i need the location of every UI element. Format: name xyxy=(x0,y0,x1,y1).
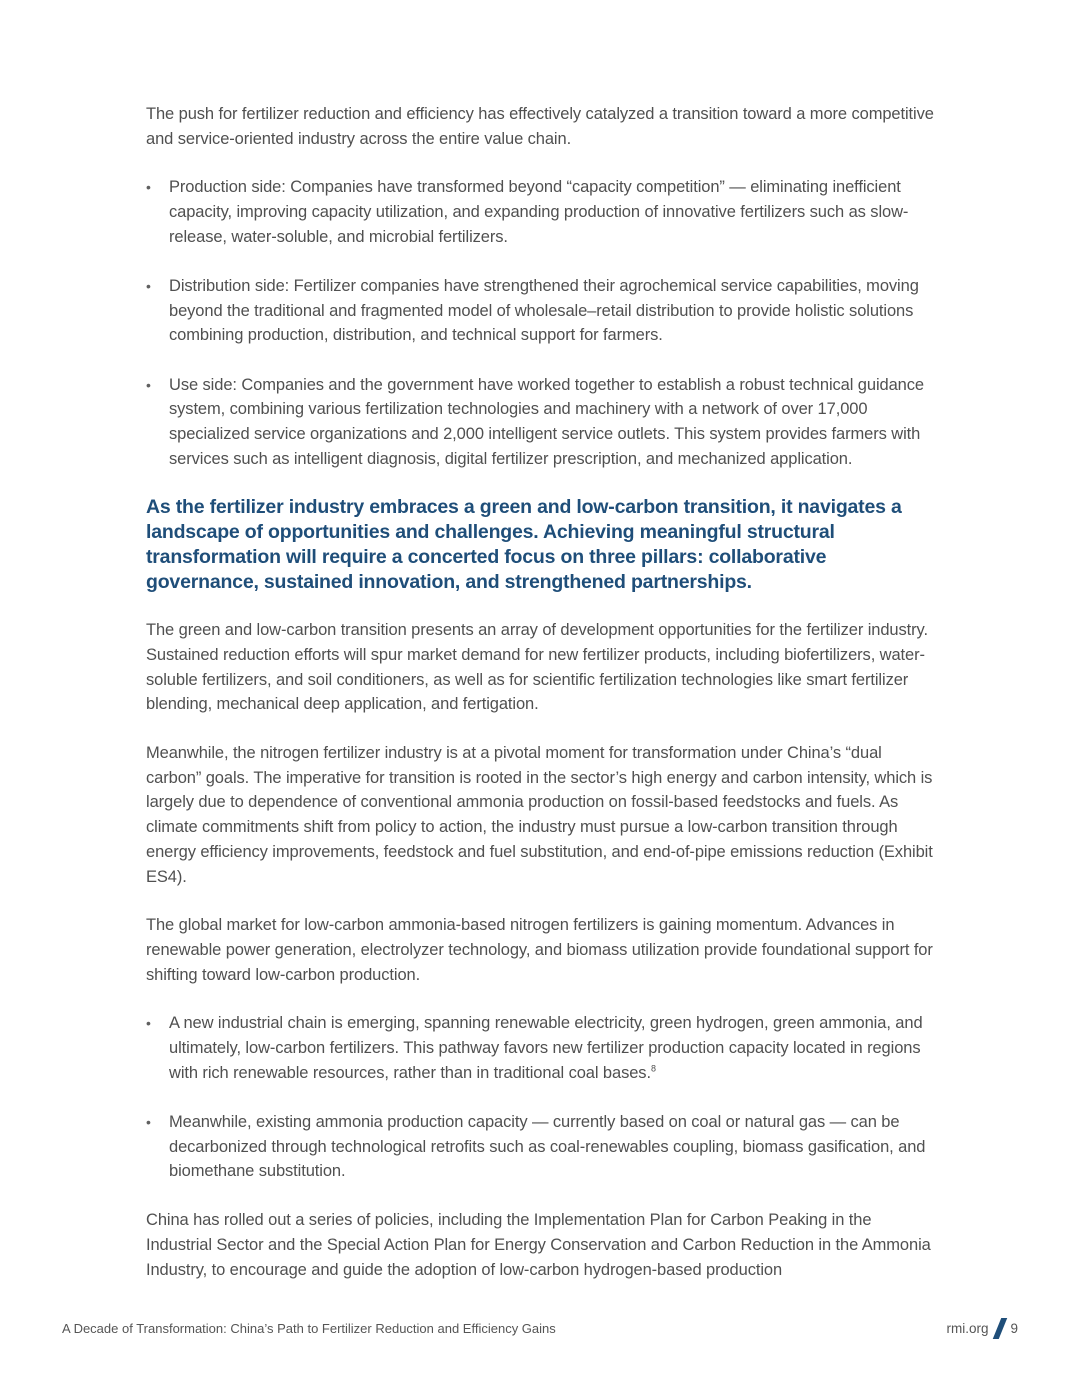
footer-title: A Decade of Transformation: China’s Path to Fertilizer Reduction and Efficiency Gains xyxy=(62,1321,556,1336)
page-number: 9 xyxy=(1010,1321,1018,1336)
body-paragraph: The green and low-carbon transition presents an array of development opportunities for the fertilizer industry. Sustained reduction efforts will spur market demand for new fertilizer products, including biofertilizers, water-soluble fertilizers, and soil conditioners, as well as for scientific fertilization technologies like smart fertilizer blending, mechanical deep application, and fertigation. xyxy=(146,621,928,714)
bullet-icon: • xyxy=(146,1015,151,1032)
intro-paragraph: The push for fertilizer reduction and efficiency has effectively catalyzed a transition toward a more competitive and service-oriented industry across the entire value chain. xyxy=(146,105,934,148)
list-item xyxy=(146,1110,936,1184)
list-item-text: A new industrial chain is emerging, spanning renewable electricity, green hydrogen, green ammonia, and ultimately, low-carbon fertilizers. This pathway favors new fertilizer production capacity located in regions with rich renewable resources, rather than in traditional coal bases. xyxy=(169,1014,923,1082)
bullet-icon: • xyxy=(146,179,151,196)
section-heading: As the fertilizer industry embraces a green and low-carbon transition, it navigates a landscape of opportunities and challenges. Achieving meaningful structural transformation will require a concerted focus on three pillars: collaborative governance, sustained innovation, and strengthened partnerships. xyxy=(146,496,902,593)
footer-page-info xyxy=(946,1318,1018,1339)
bullet-icon: • xyxy=(146,376,151,393)
list-item xyxy=(146,373,936,472)
footnote-ref[interactable]: 8 xyxy=(650,1063,656,1074)
list-item xyxy=(146,175,936,249)
value-chain-list xyxy=(146,175,936,471)
list-item xyxy=(146,274,936,348)
slash-divider-icon xyxy=(993,1318,1007,1339)
list-item xyxy=(146,1011,936,1085)
page-content xyxy=(146,102,936,1306)
closing-paragraph: China has rolled out a series of policies, including the Implementation Plan for Carbon Peaking in the Industrial Sector and the Special Action Plan for Energy Conservation and Carbon Reduction in the Ammonia Industry, to encourage and guide the adoption of low-carbon hydrogen-based production xyxy=(146,1211,931,1279)
body-paragraph: The global market for low-carbon ammonia-based nitrogen fertilizers is gaining momentum. Advances in renewable power generation, electrolyzer technology, and biomass utilization provide foundational support for shifting toward low-carbon production. xyxy=(146,916,933,984)
market-list xyxy=(146,1011,936,1184)
body-paragraph: Meanwhile, the nitrogen fertilizer industry is at a pivotal moment for transformation under China’s “dual carbon” goals. The imperative for transition is rooted in the sector’s high energy and carbon intensity, which is largely due to dependence of conventional ammonia production on fossil-based feedstocks and fuels. As climate commitments shift from policy to action, the industry must pursue a low-carbon transition through energy efficiency improvements, feedstock and fuel substitution, and end-of-pipe emissions reduction (Exhibit ES4). xyxy=(146,744,933,886)
list-item-text: Distribution side: Fertilizer companies have strengthened their agrochemical service capabilities, moving beyond the traditional and fragmented model of wholesale–retail distribution to provide holistic solutions combining production, distribution, and technical support for farmers. xyxy=(169,277,919,345)
list-item-text: Meanwhile, existing ammonia production capacity — currently based on coal or natural gas — can be decarbonized through technological retrofits such as coal-renewables coupling, biomass gasification, and biomethane substitution. xyxy=(169,1113,926,1181)
list-item-text: Use side: Companies and the government have worked together to establish a robust technical guidance system, combining various fertilization technologies and machinery with a network of over 17,000 specialized service organizations and 2,000 intelligent service outlets. This system provides farmers with services such as intelligent diagnosis, digital fertilizer prescription, and mechanized application. xyxy=(169,375,924,468)
list-item-text: Production side: Companies have transformed beyond “capacity competition” — eliminating inefficient capacity, improving capacity utilization, and expanding production of innovative fertilizers such as slow-release, water-soluble, and microbial fertilizers. xyxy=(169,178,909,246)
footer-site-link[interactable]: rmi.org xyxy=(946,1321,989,1336)
bullet-icon: • xyxy=(146,1114,151,1130)
bullet-icon: • xyxy=(146,278,151,295)
